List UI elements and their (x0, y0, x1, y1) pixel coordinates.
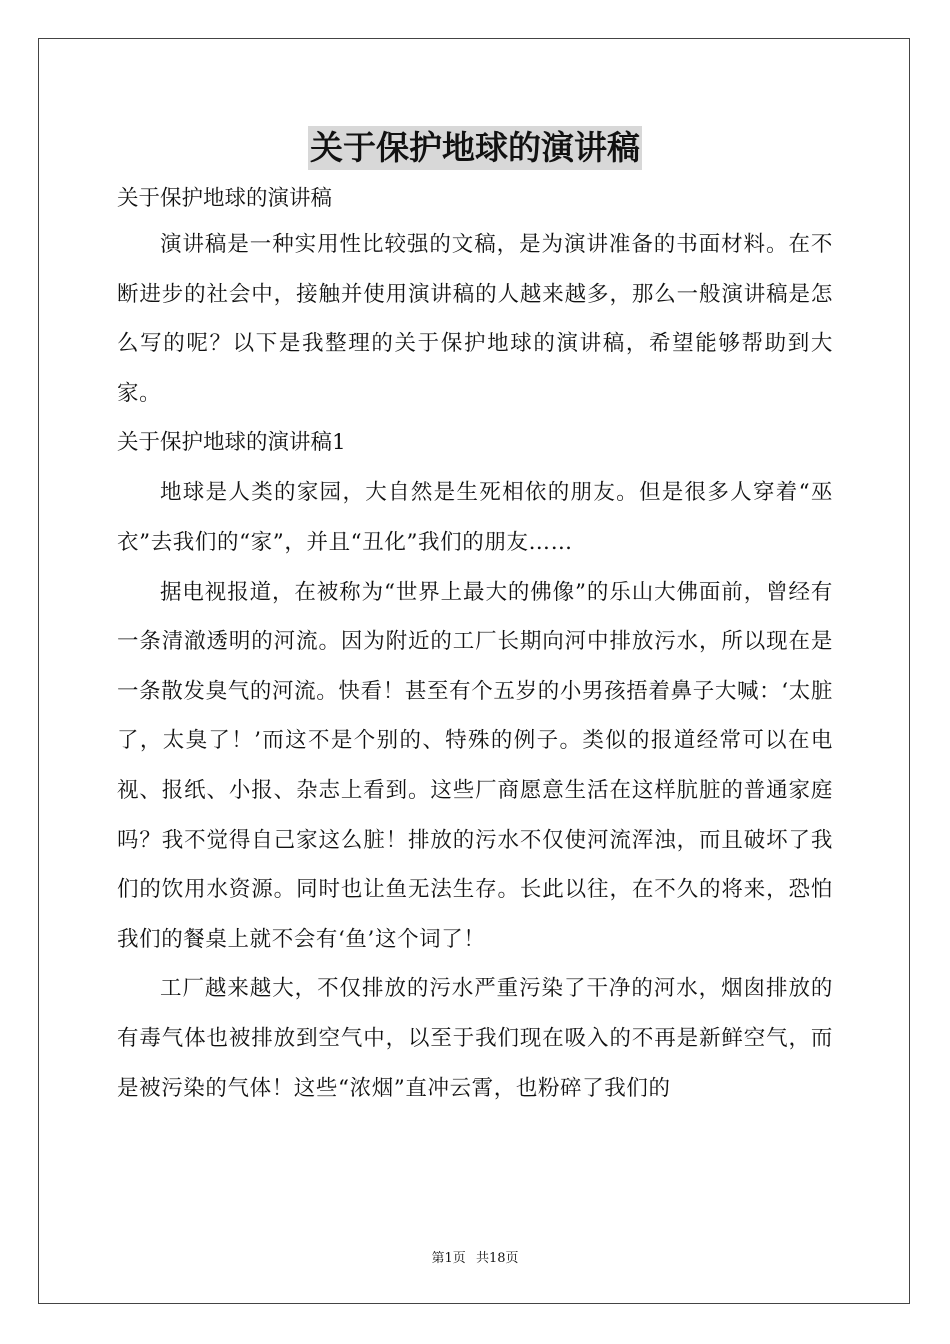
section-title: 关于保护地球的演讲稿1 (117, 430, 346, 456)
intro-paragraph: 演讲稿是一种实用性比较强的文稿，是为演讲准备的书面材料。在不断进步的社会中，接触并使用演讲稿的人越来越多，那么一般演讲稿是怎么写的呢？以下是我整理的关于保护地球的演讲稿，希望能够帮助到大家。 (117, 232, 833, 406)
document-title: 关于保护地球的演讲稿 (308, 126, 642, 170)
page-total: 共18页 (475, 1251, 519, 1266)
body-paragraph: 据电视报道，在被称为“世界上最大的佛像”的乐山大佛面前，曾经有一条清澈透明的河流。因为附近的工厂长期向河中排放污水，所以现在是一条散发臭气的河流。快看！甚至有个五岁的小男孩捂着鼻子大喊：‘太脏了，太臭了！’而这不是个别的、特殊的例子。类似的报道经常可以在电视、报纸、小报、杂志上看到。这些厂商愿意生活在这样肮脏的普通家庭吗？我不觉得自己家这么脏！排放的污水不仅使河流浑浊，而且破坏了我们的饮用水资源。同时也让鱼无法生存。长此以往，在不久的将来，恐怕我们的餐桌上就不会有‘鱼’这个词了！ (117, 579, 833, 952)
document-subtitle: 关于保护地球的演讲稿 (117, 186, 333, 211)
page-footer (0, 1247, 950, 1266)
document-body (117, 178, 833, 1113)
page-number: 第1页 (431, 1251, 466, 1266)
body-paragraph: 地球是人类的家园，大自然是生死相依的朋友。但是很多人穿着“巫衣”去我们的“家”，并且“丑化”我们的朋友…… (117, 480, 833, 555)
body-paragraph: 工厂越来越大，不仅排放的污水严重污染了干净的河水，烟囱排放的有毒气体也被排放到空气中，以至于我们现在吸入的不再是新鲜空气，而是被污染的气体！这些“浓烟”直冲云霄，也粉碎了我们的 (117, 976, 833, 1101)
title-area (0, 126, 950, 170)
